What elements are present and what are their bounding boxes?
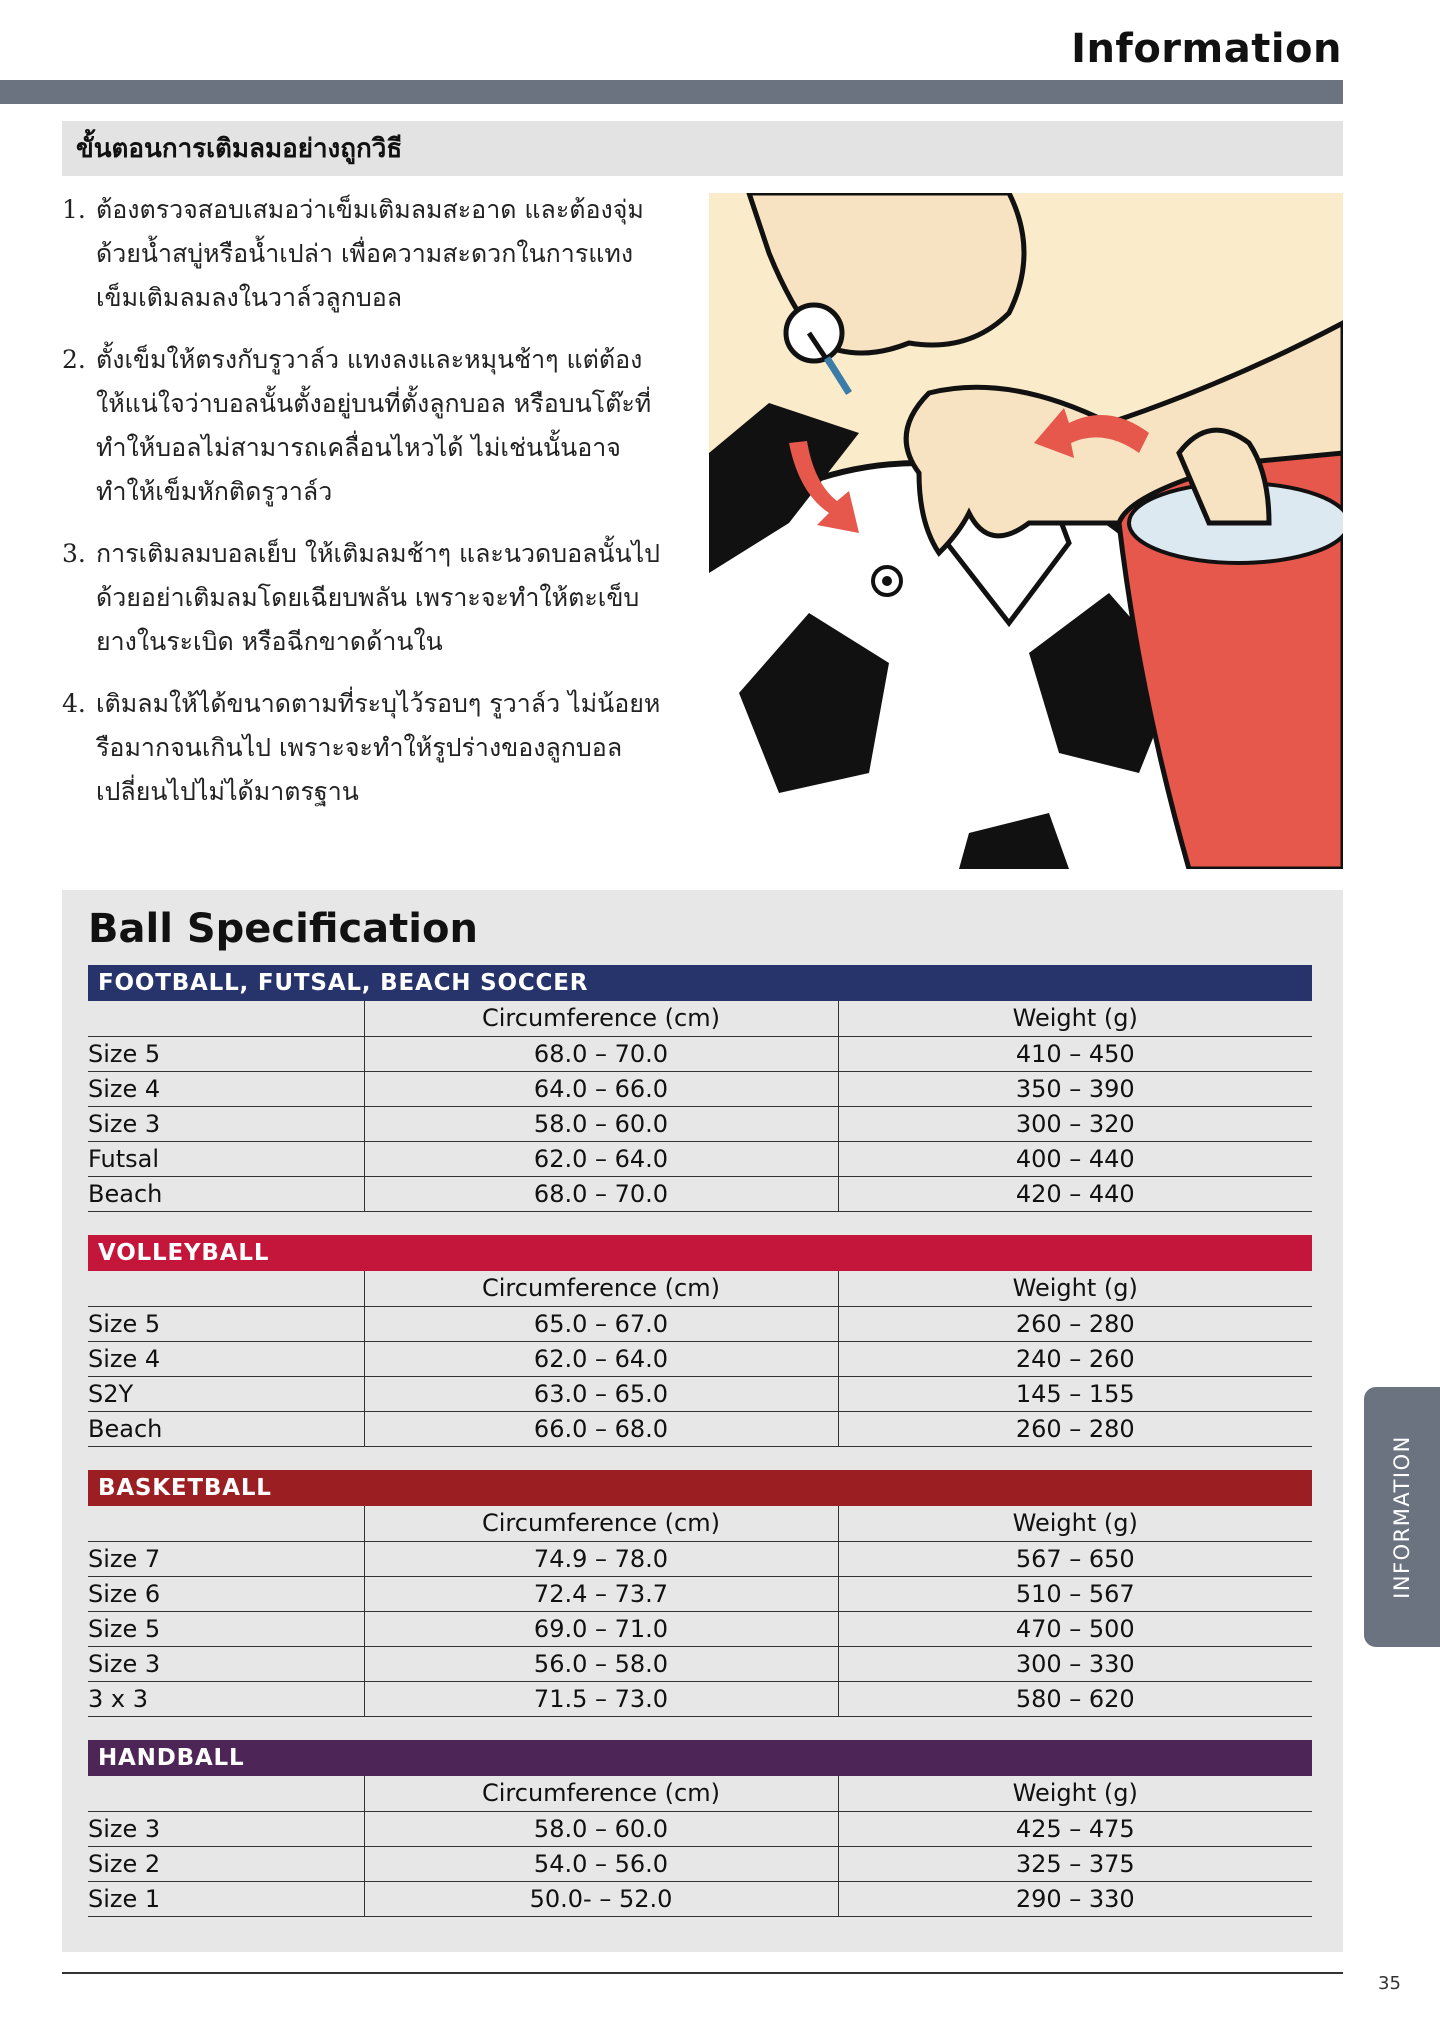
- spec-group-handball: [88, 1740, 1312, 1917]
- table-row: [88, 1681, 1312, 1716]
- row-circumference: 66.0 – 68.0: [364, 1411, 838, 1446]
- row-circumference: 62.0 – 64.0: [364, 1341, 838, 1376]
- row-label: Beach: [88, 1176, 364, 1211]
- row-circumference: 63.0 – 65.0: [364, 1376, 838, 1411]
- row-weight: 145 – 155: [838, 1376, 1312, 1411]
- row-label: Size 6: [88, 1576, 364, 1611]
- step-number: 3.: [62, 539, 86, 568]
- group-header-volleyball: VOLLEYBALL: [88, 1235, 1312, 1271]
- header-cell-weight: Weight (g): [838, 1506, 1312, 1541]
- spec-table-basketball: [88, 1506, 1312, 1717]
- row-weight: 350 – 390: [838, 1071, 1312, 1106]
- header-cell-weight: Weight (g): [838, 1776, 1312, 1811]
- step-item: [62, 338, 662, 514]
- spec-group-basketball: [88, 1470, 1312, 1717]
- row-circumference: 74.9 – 78.0: [364, 1541, 838, 1576]
- table-row: [88, 1176, 1312, 1211]
- table-header-row: [88, 1271, 1312, 1306]
- header-cell-weight: Weight (g): [838, 1001, 1312, 1036]
- ball-specification-panel: [62, 890, 1343, 1952]
- row-weight: 510 – 567: [838, 1576, 1312, 1611]
- row-weight: 300 – 330: [838, 1646, 1312, 1681]
- table-header-row: [88, 1001, 1312, 1036]
- step-text: เติมลมให้ได้ขนาดตามที่ระบุไว้รอบๆ รูวาล์ว ไม่น้อยหรือมากจนเกินไป เพราะจะทำให้รูปร่างของลูกบอลเปลี่ยนไปไม่ได้มาตรฐาน: [96, 689, 661, 806]
- step-item: [62, 682, 662, 814]
- page-title: Information: [1071, 26, 1342, 72]
- row-weight: 400 – 440: [838, 1141, 1312, 1176]
- side-tab-label: INFORMATION: [1390, 1435, 1414, 1599]
- header-cell-empty: [88, 1776, 364, 1811]
- spec-group-football: [88, 965, 1312, 1212]
- table-row: [88, 1576, 1312, 1611]
- row-label: Size 7: [88, 1541, 364, 1576]
- row-label: 3 x 3: [88, 1681, 364, 1716]
- row-label: Size 2: [88, 1846, 364, 1881]
- row-circumference: 64.0 – 66.0: [364, 1071, 838, 1106]
- row-weight: 290 – 330: [838, 1881, 1312, 1916]
- row-label: Size 3: [88, 1811, 364, 1846]
- row-weight: 240 – 260: [838, 1341, 1312, 1376]
- row-weight: 567 – 650: [838, 1541, 1312, 1576]
- spec-table-volleyball: [88, 1271, 1312, 1447]
- spec-title: Ball Specification: [88, 906, 478, 952]
- step-item: [62, 532, 662, 664]
- header-cell-circumference: Circumference (cm): [364, 1001, 838, 1036]
- spec-group-volleyball: [88, 1235, 1312, 1447]
- header-cell-empty: [88, 1506, 364, 1541]
- header-cell-empty: [88, 1271, 364, 1306]
- step-text: ตั้งเข็มให้ตรงกับรูวาล์ว แทงลงและหมุนช้าๆ แต่ต้องให้แน่ใจว่าบอลนั้นตั้งอยู่บนที่ตั้งลูกบอล หรือบนโต๊ะที่ทำให้บอลไม่สามารถเคลื่อนไหวได้ ไม่เช่นนั้นอาจทำให้เข็มหักติดรูวาล์ว: [96, 345, 652, 506]
- side-tab-information[interactable]: [1364, 1387, 1440, 1647]
- hand-holding-needle-icon: [749, 193, 1024, 393]
- row-circumference: 50.0- – 52.0: [364, 1881, 838, 1916]
- row-weight: 325 – 375: [838, 1846, 1312, 1881]
- table-row: [88, 1341, 1312, 1376]
- row-weight: 580 – 620: [838, 1681, 1312, 1716]
- header-cell-empty: [88, 1001, 364, 1036]
- spec-table-football: [88, 1001, 1312, 1212]
- table-header-row: [88, 1776, 1312, 1811]
- header-bar: [0, 80, 1343, 104]
- group-header-handball: HANDBALL: [88, 1740, 1312, 1776]
- table-row: [88, 1541, 1312, 1576]
- group-header-football: FOOTBALL, FUTSAL, BEACH SOCCER: [88, 965, 1312, 1001]
- row-label: Size 1: [88, 1881, 364, 1916]
- row-weight: 260 – 280: [838, 1306, 1312, 1341]
- step-item: [62, 188, 662, 320]
- row-circumference: 69.0 – 71.0: [364, 1611, 838, 1646]
- row-label: S2Y: [88, 1376, 364, 1411]
- ball-inflation-illustration: [709, 193, 1343, 869]
- table-row: [88, 1611, 1312, 1646]
- page-number: 35: [1378, 1973, 1401, 1994]
- table-row: [88, 1141, 1312, 1176]
- row-weight: 410 – 450: [838, 1036, 1312, 1071]
- row-label: Size 5: [88, 1036, 364, 1071]
- table-row: [88, 1881, 1312, 1916]
- table-row: [88, 1306, 1312, 1341]
- row-label: Size 3: [88, 1646, 364, 1681]
- step-text: ต้องตรวจสอบเสมอว่าเข็มเติมลมสะอาด และต้องจุ่มด้วยน้ำสบู่หรือน้ำเปล่า เพื่อความสะดวกในการแทงเข็มเติมลมลงในวาล์วลูกบอล: [96, 195, 644, 312]
- row-label: Size 5: [88, 1611, 364, 1646]
- row-weight: 420 – 440: [838, 1176, 1312, 1211]
- table-row: [88, 1376, 1312, 1411]
- row-circumference: 62.0 – 64.0: [364, 1141, 838, 1176]
- header-cell-weight: Weight (g): [838, 1271, 1312, 1306]
- inflation-heading: ขั้นตอนการเติมลมอย่างถูกวิธี: [62, 121, 1343, 176]
- row-circumference: 68.0 – 70.0: [364, 1176, 838, 1211]
- row-circumference: 71.5 – 73.0: [364, 1681, 838, 1716]
- row-weight: 260 – 280: [838, 1411, 1312, 1446]
- row-label: Size 5: [88, 1306, 364, 1341]
- row-circumference: 72.4 – 73.7: [364, 1576, 838, 1611]
- row-label: Size 4: [88, 1341, 364, 1376]
- inflation-steps: [62, 188, 662, 832]
- step-text: การเติมลมบอลเย็บ ให้เติมลมช้าๆ และนวดบอลนั้นไปด้วยอย่าเติมลมโดยเฉียบพลัน เพราะจะทำให้ตะเข็บยางในระเบิด หรือฉีกขาดด้านใน: [96, 539, 661, 656]
- row-circumference: 68.0 – 70.0: [364, 1036, 838, 1071]
- footer-divider: [62, 1972, 1343, 1974]
- table-header-row: [88, 1506, 1312, 1541]
- table-row: [88, 1071, 1312, 1106]
- spec-table-handball: [88, 1776, 1312, 1917]
- table-row: [88, 1036, 1312, 1071]
- table-row: [88, 1411, 1312, 1446]
- step-number: 2.: [62, 345, 86, 374]
- row-weight: 425 – 475: [838, 1811, 1312, 1846]
- row-circumference: 58.0 – 60.0: [364, 1106, 838, 1141]
- table-row: [88, 1846, 1312, 1881]
- row-weight: 300 – 320: [838, 1106, 1312, 1141]
- row-circumference: 65.0 – 67.0: [364, 1306, 838, 1341]
- header-cell-circumference: Circumference (cm): [364, 1506, 838, 1541]
- table-row: [88, 1811, 1312, 1846]
- table-row: [88, 1106, 1312, 1141]
- step-number: 1.: [62, 195, 86, 224]
- group-header-basketball: BASKETBALL: [88, 1470, 1312, 1506]
- row-label: Size 4: [88, 1071, 364, 1106]
- step-number: 4.: [62, 689, 86, 718]
- header-cell-circumference: Circumference (cm): [364, 1271, 838, 1306]
- row-label: Size 3: [88, 1106, 364, 1141]
- row-weight: 470 – 500: [838, 1611, 1312, 1646]
- row-label: Futsal: [88, 1141, 364, 1176]
- table-row: [88, 1646, 1312, 1681]
- row-circumference: 54.0 – 56.0: [364, 1846, 838, 1881]
- row-circumference: 56.0 – 58.0: [364, 1646, 838, 1681]
- header-cell-circumference: Circumference (cm): [364, 1776, 838, 1811]
- row-label: Beach: [88, 1411, 364, 1446]
- row-circumference: 58.0 – 60.0: [364, 1811, 838, 1846]
